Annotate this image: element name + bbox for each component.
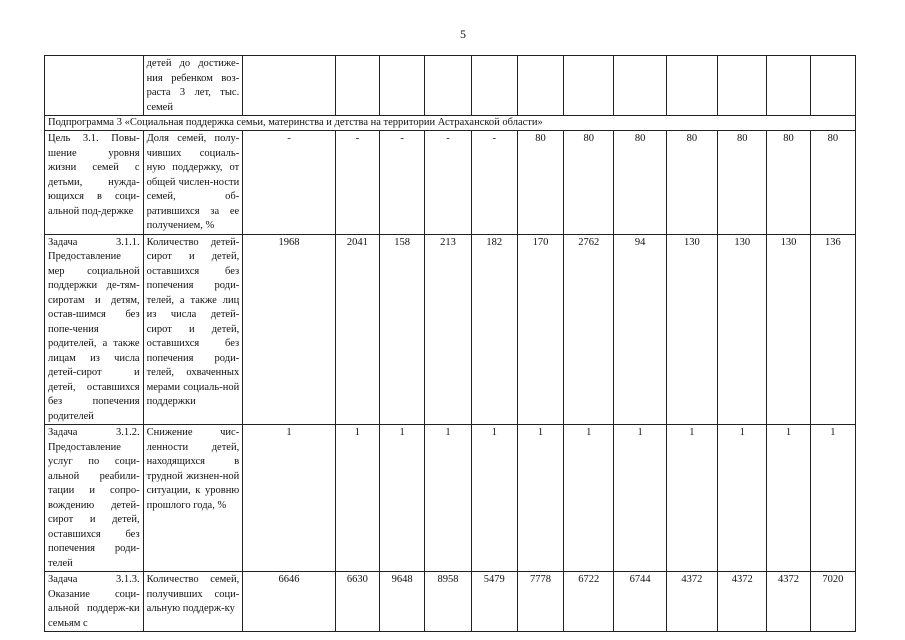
value-cell: 1 [718, 425, 767, 572]
value-cell: 7778 [517, 572, 563, 632]
goal-cell: Задача 3.1.3. Оказание соци-альной поддерж-ки семьям с [45, 572, 144, 632]
value-cell: 6630 [335, 572, 379, 632]
subprogram-title: Подпрограмма 3 «Социальная поддержка семьи, материнства и детства на территории Астраханской области» [45, 116, 856, 131]
value-cell: 4372 [718, 572, 767, 632]
value-cell: 213 [425, 234, 471, 425]
value-cell: 6722 [564, 572, 614, 632]
value-cell: 136 [810, 234, 855, 425]
value-cell: 4372 [767, 572, 810, 632]
value-cell: 6646 [243, 572, 336, 632]
value-cell: 2041 [335, 234, 379, 425]
indicator-table [44, 55, 856, 632]
value-cell: 158 [380, 234, 425, 425]
value-cell [335, 56, 379, 116]
value-cell: 80 [666, 131, 717, 235]
value-cell: 2762 [564, 234, 614, 425]
value-cell: 1 [810, 425, 855, 572]
goal-cell [45, 56, 144, 116]
value-cell: 1 [517, 425, 563, 572]
value-cell: 1 [335, 425, 379, 572]
value-cell: 1 [666, 425, 717, 572]
indicator-cell: Количество семей, получивших соци-альную поддерж-ку [143, 572, 243, 632]
value-cell: 130 [718, 234, 767, 425]
goal-cell: Цель 3.1. Повы-шение уровня жизни семей с детьми, нужда-ющихся в соци-альной под-держке [45, 131, 144, 235]
value-cell: - [471, 131, 517, 235]
value-cell [810, 56, 855, 116]
value-cell: 130 [666, 234, 717, 425]
carry-row [45, 56, 856, 116]
goal-cell: Задача 3.1.2. Предоставление услуг по соци-альной реабили-тации и сопро-вождению детей-сирот и детей, оставшихся без попечения роди-телей [45, 425, 144, 572]
value-cell [425, 56, 471, 116]
table-row [45, 234, 856, 425]
value-cell: 1 [471, 425, 517, 572]
value-cell [767, 56, 810, 116]
value-cell [666, 56, 717, 116]
page-number: 5 [460, 27, 466, 41]
value-cell: 1 [767, 425, 810, 572]
value-cell [564, 56, 614, 116]
value-cell: 80 [564, 131, 614, 235]
value-cell: - [335, 131, 379, 235]
value-cell [243, 56, 336, 116]
goal-cell: Задача 3.1.1. Предоставление мер социальной поддержки де-тям-сиротам и детям, остав-шимся без попе-чения родителей, а также лицам из числа детей-сирот и детей, оставшихся без попечения родителей [45, 234, 144, 425]
value-cell: 1 [380, 425, 425, 572]
value-cell: 6744 [614, 572, 666, 632]
value-cell [471, 56, 517, 116]
value-cell: 80 [718, 131, 767, 235]
value-cell: 80 [810, 131, 855, 235]
value-cell [380, 56, 425, 116]
value-cell [718, 56, 767, 116]
value-cell [614, 56, 666, 116]
value-cell: - [425, 131, 471, 235]
value-cell: 182 [471, 234, 517, 425]
value-cell: 80 [614, 131, 666, 235]
indicator-cell: Количество детей-сирот и детей, оставшихся без попечения роди-телей, а также лиц из числа детей-сирот и детей, оставшихся без попечения роди-телей, охваченных мерами социаль-ной поддержки [143, 234, 243, 425]
table-row [45, 572, 856, 632]
value-cell: 5479 [471, 572, 517, 632]
value-cell: 94 [614, 234, 666, 425]
value-cell: 80 [517, 131, 563, 235]
table-row [45, 131, 856, 235]
value-cell: 8958 [425, 572, 471, 632]
value-cell: 7020 [810, 572, 855, 632]
value-cell: - [243, 131, 336, 235]
value-cell: 1 [425, 425, 471, 572]
indicator-cell: детей до достиже-ния ребенком воз-раста 3 лет, тыс. семей [143, 56, 243, 116]
value-cell: 170 [517, 234, 563, 425]
value-cell: 130 [767, 234, 810, 425]
value-cell: 1 [243, 425, 336, 572]
subprogram-row [45, 116, 856, 131]
value-cell: 80 [767, 131, 810, 235]
indicator-cell: Снижение чис-ленности детей, находящихся в трудной жизнен-ной ситуации, к уровню прошлого года, % [143, 425, 243, 572]
table-row [45, 425, 856, 572]
indicator-cell: Доля семей, полу-чивших социаль-ную поддержку, от общей числен-ности семей, об-ратившихся за ее получением, % [143, 131, 243, 235]
value-cell: 1 [614, 425, 666, 572]
value-cell: 1 [564, 425, 614, 572]
value-cell: 9648 [380, 572, 425, 632]
value-cell [517, 56, 563, 116]
value-cell: 4372 [666, 572, 717, 632]
value-cell: - [380, 131, 425, 235]
value-cell: 1968 [243, 234, 336, 425]
